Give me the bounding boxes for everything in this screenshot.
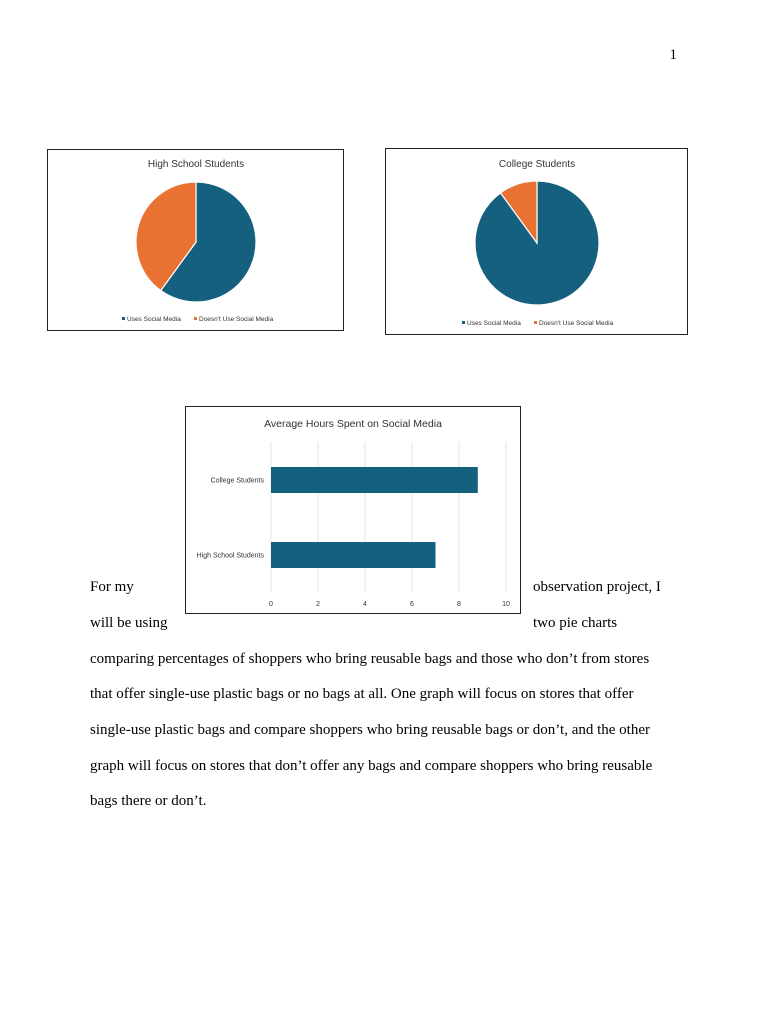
chart-title: Average Hours Spent on Social Media: [264, 418, 442, 430]
bar-x-tick-label: 6: [410, 601, 414, 608]
bar-high-school: [271, 542, 436, 568]
college-pie-svg: [386, 149, 689, 336]
bar-gridlines: [271, 442, 506, 592]
chart-title: High School Students: [147, 159, 245, 170]
bar-x-tick-labels: [269, 601, 510, 608]
high-school-pie-svg: [48, 150, 345, 332]
pie-slices: [136, 182, 256, 302]
paragraph-line2-left: will be using: [90, 615, 168, 631]
bar-category-label: High School Students: [196, 552, 264, 560]
high-school-pie-chart: [47, 149, 344, 331]
legend-swatch-uses: [462, 321, 465, 324]
pie-legend: [462, 320, 614, 327]
legend-swatch-doesnt: [194, 317, 197, 320]
page-number: 1: [669, 47, 677, 63]
bar-x-tick-label: 0: [269, 601, 273, 608]
paragraph-line: that offer single-use plastic bags or no bags at all. One graph will focus on stores that offer: [90, 686, 634, 702]
pie-slices: [475, 181, 599, 305]
chart-title: College Students: [498, 159, 576, 170]
bar-x-tick-label: 10: [502, 601, 510, 608]
paragraph-line: bags there or don’t.: [90, 793, 207, 809]
legend-swatch-uses: [122, 317, 125, 320]
legend-swatch-doesnt: [534, 321, 537, 324]
pie-legend: [122, 316, 274, 323]
legend-label-uses: Uses Social Media: [127, 316, 181, 323]
college-pie-chart: [385, 148, 688, 335]
average-hours-bar-chart: [185, 406, 521, 614]
bar-chart-svg: [186, 407, 522, 615]
bar-category-label: College Students: [210, 477, 264, 485]
bar-x-tick-label: 4: [363, 601, 367, 608]
legend-label-doesnt: Doesn't Use Social Media: [199, 316, 274, 323]
paragraph-line: comparing percentages of shoppers who bring reusable bags and those who don’t from stores: [90, 651, 650, 667]
bar-x-tick-label: 2: [316, 601, 320, 608]
paragraph-line: single-use plastic bags and compare shoppers who bring reusable bags or don’t, and the other: [90, 722, 650, 738]
bar-x-tick-label: 8: [457, 601, 461, 608]
bar-marks: [271, 467, 478, 568]
paragraph-line1-left: For my: [90, 579, 134, 595]
legend-label-doesnt: Doesn't Use Social Media: [539, 320, 614, 327]
bar-category-labels: [197, 478, 265, 560]
paragraph-line2-right: two pie charts: [533, 615, 618, 631]
bar-college: [271, 467, 478, 493]
paragraph-line1-right: observation project, I: [533, 579, 661, 595]
paragraph-line: graph will focus on stores that don’t offer any bags and compare shoppers who bring reusable: [90, 758, 653, 774]
legend-label-uses: Uses Social Media: [467, 320, 521, 327]
